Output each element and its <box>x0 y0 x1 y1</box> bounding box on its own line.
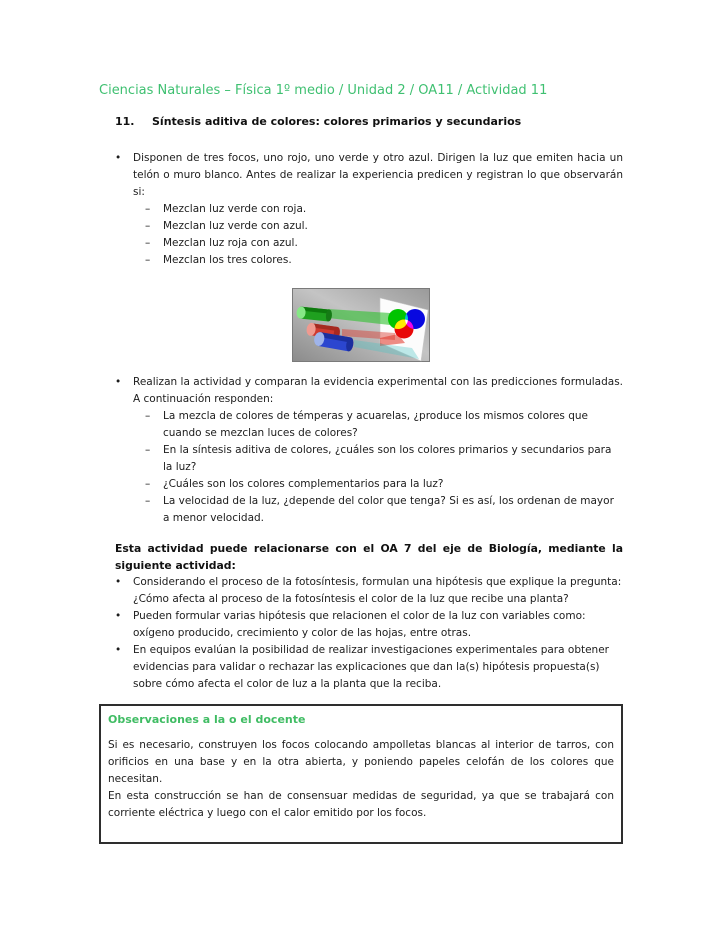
section-predictions <box>99 150 623 269</box>
section-biology-link <box>99 574 623 693</box>
bullet-item-text: En equipos evalúan la posibilidad de realizar investigaciones experimentales para obtener evidencias para validar o rechazar las explicaciones que dan la(s) hipótesis propuesta(s) sobre cómo afecta el color de luz a la planta que la reciba. <box>133 644 609 690</box>
observations-paragraph: En esta construcción se han de consensuar medidas de seguridad, ya que se trabajará con corriente eléctrica y luego con el calor emitido por los focos. <box>108 790 614 819</box>
dash-item-text: – La mezcla de colores de témperas y acuarelas, ¿produce los mismos colores que cuando se mezclan luces de colores? <box>163 410 589 439</box>
list-item <box>99 608 623 642</box>
bullet-item-text: Pueden formular varias hipótesis que relacionen el color de la luz con variables como: oxígeno producido, crecimiento y color de las hojas, entre otras. <box>133 610 586 639</box>
dash-item-text: – Mezclan luz roja con azul. <box>163 237 298 249</box>
section-intro: • Disponen de tres focos, uno rojo, uno verde y otro azul. Dirigen la luz que emiten hacia un telón o muro blanco. Antes de realizar la experiencia predicen y registran lo que observarán si: <box>133 152 623 198</box>
dash-item-text: – ¿Cuáles son los colores complementarios para la luz? <box>163 478 444 490</box>
list-item <box>145 201 623 218</box>
bullet-item-text: Considerando el proceso de la fotosíntesis, formulan una hipótesis que explique la pregunta: ¿Cómo afecta al proceso de la fotosíntesis el color de la luz que recibe una planta? <box>133 576 622 605</box>
teacher-observations-box <box>99 704 623 844</box>
rgb-mixing-figure-svg <box>292 288 430 362</box>
rgb-mixing-figure <box>292 288 430 362</box>
biology-link-lead: Esta actividad puede relacionarse con el OA 7 del eje de Biología, mediante la siguiente actividad: <box>115 542 623 572</box>
list-item <box>145 408 623 442</box>
dash-item-text: – En la síntesis aditiva de colores, ¿cuáles son los colores primarios y secundarios para la luz? <box>163 444 612 473</box>
list-item <box>99 374 623 527</box>
activity-title: Síntesis aditiva de colores: colores primarios y secundarios <box>152 115 522 128</box>
activity-number: 11. <box>115 115 135 128</box>
list-item <box>99 150 623 269</box>
list-item <box>145 493 623 527</box>
list-item <box>99 574 623 608</box>
dash-item-text: – Mezclan luz verde con roja. <box>163 203 307 215</box>
section-activity-questions <box>99 374 623 527</box>
list-item <box>145 442 623 476</box>
list-item <box>145 235 623 252</box>
list-item <box>145 476 623 493</box>
dash-list <box>133 201 623 269</box>
list-item <box>145 252 623 269</box>
document-content <box>99 0 623 844</box>
dash-item-text: – Mezclan luz verde con azul. <box>163 220 308 232</box>
dash-item-text: – La velocidad de la luz, ¿depende del color que tenga? Si es así, los ordenan de mayor a menor velocidad. <box>163 495 614 524</box>
list-item <box>145 218 623 235</box>
list-item <box>99 642 623 693</box>
dash-item-text: – Mezclan los tres colores. <box>163 254 292 266</box>
observations-paragraph: Si es necesario, construyen los focos colocando ampolletas blancas al interior de tarros, con orificios en una base y en la otra abierta, y poniendo papeles celofán de los colores que necesitan. <box>108 739 614 785</box>
dash-list <box>133 408 623 527</box>
section-intro: • Realizan la actividad y comparan la evidencia experimental con las predicciones formuladas. A continuación responden: <box>133 376 623 405</box>
doc-breadcrumb-title: Ciencias Naturales – Física 1º medio / Unidad 2 / OA11 / Actividad 11 <box>99 83 548 98</box>
observations-heading: Observaciones a la o el docente <box>108 713 306 726</box>
activity-heading <box>99 113 623 130</box>
